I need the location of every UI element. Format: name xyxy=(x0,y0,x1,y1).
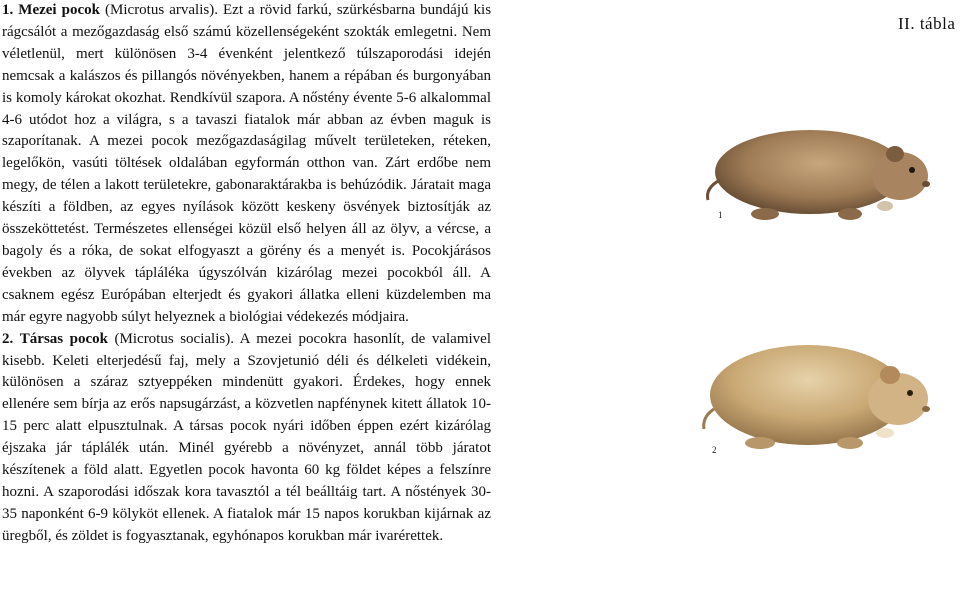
section-mezei-pocok xyxy=(2,0,491,329)
section-body: Ezt a rövid farkú, szürkésbarna bundájú kis rágcsálót a mezőgazdaság első számú közellenségeként szokták emlegetni. Nem véletlenül, mert különösen 3-4 évenként jelentkező túlszaporodási idején nemcsak a kalászos és pillangós növényekben, hanem a répában és burgonyában is komoly károkat okozhat. Rendkívül szapora. A nőstény évente 5-6 alkalommal 4-6 utódot hoz a világra, s a tavaszi fiatalok már abban az évben maguk is szaporítanak. A mezei pocok mezőgazdaságilag művelt területeken, réteken, legelőkön, vasúti töltések oldalában egyformán otthon van. Zárt erdőbe nem megy, de télen a lakott területekre, gabonaraktárakba is behúzódik. Járatait maga készíti a földben, az egyes nyílások között keskeny ösvények biztosítják az összeköttetést. Természetes ellenségei közül első helyen áll az ölyv, a vércse, a bagoly és a róka, de sokat elfogyaszt a görény és a menyét is. Pocokjárásos években az ölyvek tápláléka úgyszólván kizárólag mezei pocokból áll. A csaknem egész Európában elterjedt és gyakori állatka elleni küzdelemben ma már egyre nagyobb súlyt helyeznek a biológiai védekezés módjaira. xyxy=(2,2,492,325)
section-latin-name: (Microtus socialis). xyxy=(114,330,234,347)
section-tarsas-pocok xyxy=(2,329,491,548)
section-number: 2. xyxy=(2,330,14,347)
vole-illustration-2 xyxy=(690,325,930,470)
section-title: Társas pocok xyxy=(19,330,108,347)
plate-label: II. tábla xyxy=(898,14,956,33)
vole-illustration-1 xyxy=(690,110,930,240)
article-text xyxy=(2,0,491,548)
figure-number: 1 xyxy=(718,210,723,220)
section-latin-name: (Microtus arvalis). xyxy=(105,2,218,18)
section-number: 1. xyxy=(2,2,14,18)
section-title: Mezei pocok xyxy=(18,2,100,18)
vole-drawing xyxy=(690,325,930,470)
figure-number: 2 xyxy=(712,445,717,455)
section-body: A mezei pocokra hasonlít, de valamivel kisebb. Keleti elterjedésű faj, mely a Szovjetunió déli és délkeleti vidékein, különösen a száraz sztyeppéken mindenütt gyakori. Érdekes, hogy ennek ellenére sem bírja az erős napsugárzást, a közvetlen napfénynek kitett állatok 10-15 perc alatt elpusztulnak. A társas pocok nyári időben éppen ezért kizárólag éjszaka jár táplálék után. Minél gyérebb a növényzet, annál több járatot készítenek a föld alatt. Egyetlen pocok havonta 60 kg földet képes a felszínre hozni. A szaporodási időszak kora tavasztól a tél beálltáig tart. A nőstények 30-35 naponként 6-9 kölyköt ellenek. A fiatalok már 15 napos korukban kijárnak az üregből, és zöldet is fogyasztanak, egyhónapos korukban már ivarérettek. xyxy=(2,330,491,544)
vole-drawing xyxy=(690,110,930,240)
